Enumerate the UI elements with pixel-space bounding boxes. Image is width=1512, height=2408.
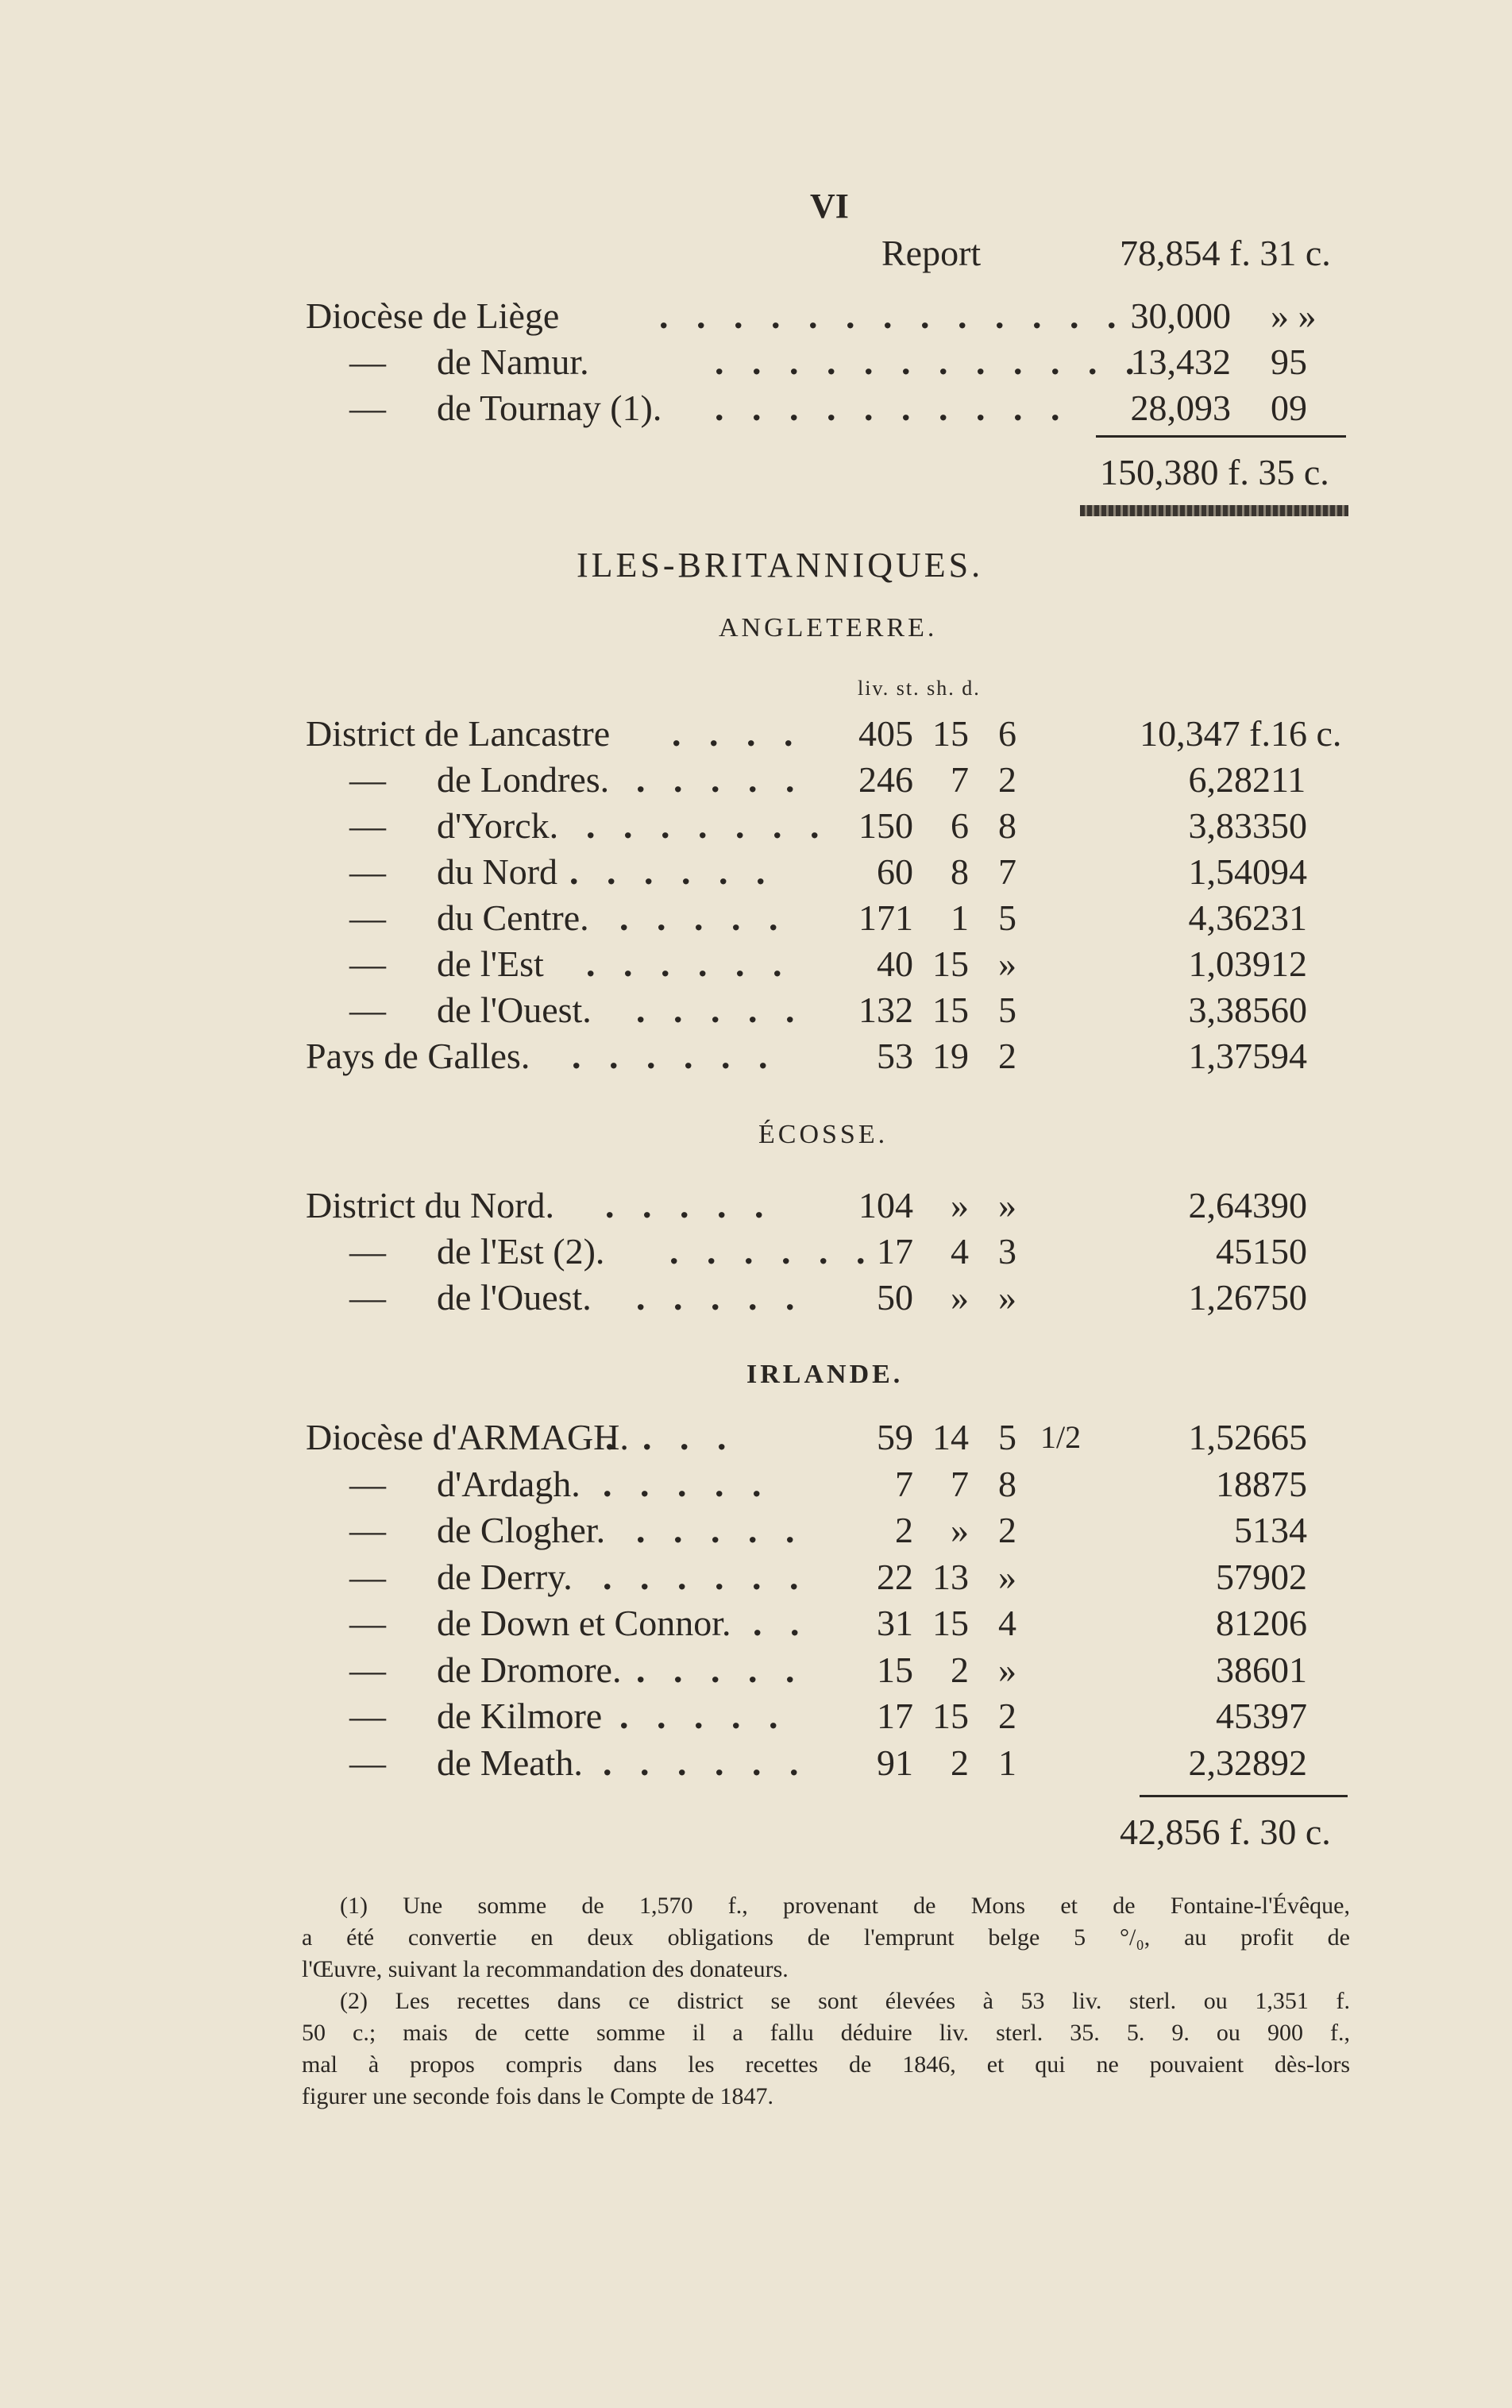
cell-deniers: » [998,1649,1016,1690]
cell-deniers: 4 [998,1603,1016,1643]
footnote-line: mal à propos compris dans les recettes de 1846, et qui ne pouvaient dès-lors [302,2051,1350,2078]
footnote-line: (1) Une somme de 1,570 f., provenant de Mons et de Fontaine-l'Évêque, [340,1893,1350,1919]
cell-livres: 17 [877,1696,913,1736]
row-dash: — [349,1649,386,1690]
cell-centimes: 75 [1271,1463,1307,1504]
cell-francs: 1,039 [1188,944,1271,984]
cell-centimes: 97 [1271,1696,1307,1736]
subtotal-amount: 150,380 f. 35 c. [1100,452,1329,492]
footnote-line: l'Œuvre, suivant la recommandation des donateurs. [302,1956,789,1982]
cell-shillings: 1 [951,897,969,938]
cell-deniers: 2 [998,1696,1016,1736]
cell-livres: 104 [858,1185,913,1225]
leader-dots: . . . . . . [669,1231,875,1272]
cell-livres: 171 [858,897,913,938]
row-name: District de Lancastre [306,713,611,754]
cell-deniers: 5 [998,1417,1016,1457]
cell-shillings: 14 [932,1417,969,1457]
page-folio: VI [810,187,849,226]
cell-shillings: » [951,1277,969,1318]
cell-francs: 2,328 [1188,1742,1271,1783]
row-dash: — [349,897,386,938]
cell-centimes: 50 [1271,1277,1307,1318]
cell-centimes: 12 [1271,944,1307,984]
row-name: de Kilmore [437,1696,603,1736]
footnote-line: a été convertie en deux obligations de l'emprunt belge 5 °/₀, au profit de [302,1924,1350,1951]
leader-dots: . . . . [672,713,803,754]
row-dash: — [349,1463,386,1504]
cell-francs: 579 [1216,1556,1271,1597]
leader-dots: . . . . . [636,759,804,800]
cell-livres: 40 [877,944,913,984]
table-row [0,1034,1512,1079]
row-name: District du Nord. [306,1185,555,1225]
cell-centimes: 02 [1271,1556,1307,1597]
row-dash: — [349,1696,386,1736]
table-row [0,988,1512,1032]
cell-deniers: 2 [998,759,1016,800]
cell-centimes: 94 [1271,1036,1307,1076]
leader-dots: . . . . . . [572,1036,777,1076]
cell-livres: 91 [877,1742,913,1783]
ecosse-title: ÉCOSSE. [758,1120,889,1149]
row-name: de l'Ouest. [437,1277,592,1318]
cell-livres: 17 [877,1231,913,1272]
row-dash: — [349,1510,386,1550]
leader-dots: . . . . . [636,1510,804,1550]
cell-shillings: 15 [932,990,969,1030]
decorative-band [1080,505,1348,516]
cell-livres: 2 [895,1510,913,1550]
footnote-2 [302,1985,1350,2113]
row-name: de Derry. [437,1556,573,1597]
leader-dots: . . . . . . . . . . [715,388,1070,428]
cell-deniers: 8 [998,1463,1016,1504]
cell-francs: 10,347 f. [1140,713,1271,754]
row-name: du Centre. [437,897,589,938]
footnote-line: (2) Les recettes dans ce district se sont élevées à 53 liv. sterl. ou 1,351 f. [340,1988,1350,2014]
cell-francs: 51 [1234,1510,1271,1550]
cell-shillings: 4 [951,1231,969,1272]
leader-dots: . . . . . [636,1649,804,1690]
leader-dots: . . . . . [605,1185,773,1225]
row-name: Pays de Galles. [306,1036,530,1076]
cell-livres: 59 [877,1417,913,1457]
leader-dots: . . . . . . [586,944,792,984]
cell-centimes: 11 [1271,759,1306,800]
cell-centimes: 06 [1271,1603,1307,1643]
cell-deniers: 7 [998,851,1016,892]
cell-francs: 1,375 [1188,1036,1271,1076]
row-name: d'Ardagh. [437,1463,580,1504]
diocese-row [0,294,1512,338]
cell-francs: 188 [1216,1463,1271,1504]
row-name: de l'Ouest. [437,990,592,1030]
cell-francs: 2,643 [1188,1185,1271,1225]
row-name: du Nord [437,851,558,892]
row-amount: 28,093 [1130,388,1231,428]
row-name: d'Yorck. [437,805,559,846]
table-row [0,1183,1512,1228]
cell-francs: 4,362 [1188,897,1271,938]
cell-shillings: 6 [951,805,969,846]
table-row [0,758,1512,802]
cell-centimes: 60 [1271,990,1307,1030]
row-dash: — [349,1231,386,1272]
leader-dots: . . . . . [636,990,804,1030]
cell-livres: 150 [858,805,913,846]
footnote-line: 50 c.; mais de cette somme il a fallu déduire liv. sterl. 35. 5. 9. ou 900 f., [302,2020,1350,2046]
cell-centimes: 50 [1271,805,1307,846]
row-dash: — [349,990,386,1030]
cell-francs: 453 [1216,1696,1271,1736]
cell-shillings: 7 [951,759,969,800]
cell-deniers: 2 [998,1036,1016,1076]
cell-francs: 1,540 [1188,851,1271,892]
units-header: liv. st. sh. d. [858,677,981,700]
cell-centimes: 92 [1271,1742,1307,1783]
cell-deniers: » [998,944,1016,984]
table-row [0,942,1512,986]
cell-francs: 386 [1216,1649,1271,1690]
section-title: ILES-BRITANNIQUES. [577,546,984,585]
row-dash: — [349,1556,386,1597]
cell-shillings: » [951,1510,969,1550]
cell-shillings: 13 [932,1556,969,1597]
cell-francs: 451 [1216,1231,1271,1272]
leader-dots: . . . . . [636,1277,804,1318]
cell-livres: 7 [895,1463,913,1504]
row-name: de Londres. [437,759,610,800]
cell-shillings: 15 [932,944,969,984]
cell-shillings: 19 [932,1036,969,1076]
row-name: de Meath. [437,1742,583,1783]
cell-deniers: 3 [998,1231,1016,1272]
subtotal-rule [1096,435,1346,438]
cell-deniers: 6 [998,713,1016,754]
cell-francs: 3,833 [1188,805,1271,846]
row-name: de l'Est (2). [437,1231,605,1272]
cell-livres: 60 [877,851,913,892]
footnote-line: figurer une seconde fois dans le Compte de 1847. [302,2083,774,2109]
leader-dots: . . . . . . . . . . . . . [659,295,1126,336]
diocese-row [0,340,1512,384]
row-dash: — [349,851,386,892]
leader-dots: . . . . . . [603,1556,808,1597]
table-row [0,1462,1512,1507]
leader-dots: . . . . . . [603,1742,808,1783]
table-row [0,850,1512,894]
cell-francs: 1,526 [1188,1417,1271,1457]
leader-dots: . . . . [605,1417,736,1457]
cell-deniers: 5 [998,990,1016,1030]
cell-shillings: 2 [951,1742,969,1783]
cell-livres: 15 [877,1649,913,1690]
cell-livres: 132 [858,990,913,1030]
angleterre-title: ANGLETERRE. [719,613,938,643]
cell-centimes: 65 [1271,1417,1307,1457]
cell-fraction: 1/2 [1040,1419,1082,1455]
cell-livres: 31 [877,1603,913,1643]
table-row [0,896,1512,940]
row-cents: » » [1271,295,1317,336]
cell-deniers: 1 [998,1742,1016,1783]
table-row [0,1648,1512,1692]
report-amount: 78,854 f. 31 c. [1120,233,1331,273]
cell-deniers: » [998,1556,1016,1597]
cell-francs: 3,385 [1188,990,1271,1030]
row-dash: — [349,805,386,846]
cell-livres: 53 [877,1036,913,1076]
leader-dots: . . . . . [603,1463,771,1504]
leader-dots: . . . . . . [569,851,775,892]
report-label: Report [881,233,982,273]
row-cents: 09 [1271,388,1307,428]
cell-livres: 246 [858,759,913,800]
cell-centimes: 34 [1271,1510,1307,1550]
row-name: de Down et Connor. [437,1603,731,1643]
cell-francs: 6,282 [1188,759,1271,800]
row-cents: 95 [1271,342,1307,382]
diocese-row [0,386,1512,430]
cell-deniers: » [998,1277,1016,1318]
leader-dots: . . . . . . . [586,805,829,846]
row-amount: 13,432 [1130,342,1231,382]
table-row [0,804,1512,848]
cell-livres: 50 [877,1277,913,1318]
leader-dots: . . . . . . . . . . . . [715,342,1144,382]
table-row [0,1229,1512,1274]
row-dash: — [349,944,386,984]
cell-centimes: 16 c. [1271,713,1342,754]
cell-centimes: 90 [1271,1185,1307,1225]
irlande-title: IRLANDE. [746,1360,904,1389]
table-row [0,712,1512,756]
cell-shillings: 15 [932,713,969,754]
row-dash: — [349,1277,386,1318]
row-dash: — [349,388,386,428]
row-dash: — [349,759,386,800]
table-row [0,1694,1512,1738]
row-dash: — [349,342,386,382]
total-amount: 42,856 f. 30 c. [1120,1812,1331,1852]
table-row [0,1508,1512,1553]
cell-shillings: 15 [932,1603,969,1643]
row-name: de l'Est [437,944,544,984]
leader-dots: . . . . . [619,1696,788,1736]
row-name: Diocèse de Liège [306,295,560,336]
cell-shillings: 2 [951,1649,969,1690]
cell-francs: 1,267 [1188,1277,1271,1318]
row-name: de Tournay (1). [437,388,662,428]
cell-centimes: 31 [1271,897,1307,938]
cell-livres: 22 [877,1556,913,1597]
cell-shillings: 8 [951,851,969,892]
table-row [0,1741,1512,1785]
total-rule [1140,1795,1348,1797]
table-row [0,1601,1512,1646]
row-name: de Clogher. [437,1510,606,1550]
row-name: de Dromore. [437,1649,622,1690]
row-amount: 30,000 [1130,295,1231,336]
cell-centimes: 01 [1271,1649,1307,1690]
cell-deniers: 2 [998,1510,1016,1550]
table-row [0,1415,1512,1460]
row-name: de Namur. [437,342,589,382]
row-dash: — [349,1742,386,1783]
cell-deniers: 5 [998,897,1016,938]
cell-francs: 812 [1216,1603,1271,1643]
cell-shillings: » [951,1185,969,1225]
row-name: Diocèse d'ARMAGH. [306,1417,629,1457]
cell-deniers: 8 [998,805,1016,846]
footnote-1 [302,1890,1350,1985]
cell-shillings: 7 [951,1463,969,1504]
cell-shillings: 15 [932,1696,969,1736]
cell-deniers: » [998,1185,1016,1225]
cell-centimes: 50 [1271,1231,1307,1272]
table-row [0,1555,1512,1600]
cell-centimes: 94 [1271,851,1307,892]
leader-dots: . . . . . [619,897,788,938]
cell-livres: 405 [858,713,913,754]
table-row [0,1275,1512,1320]
leader-dots: . . [753,1603,809,1643]
row-dash: — [349,1603,386,1643]
footnotes [302,1890,1350,2113]
